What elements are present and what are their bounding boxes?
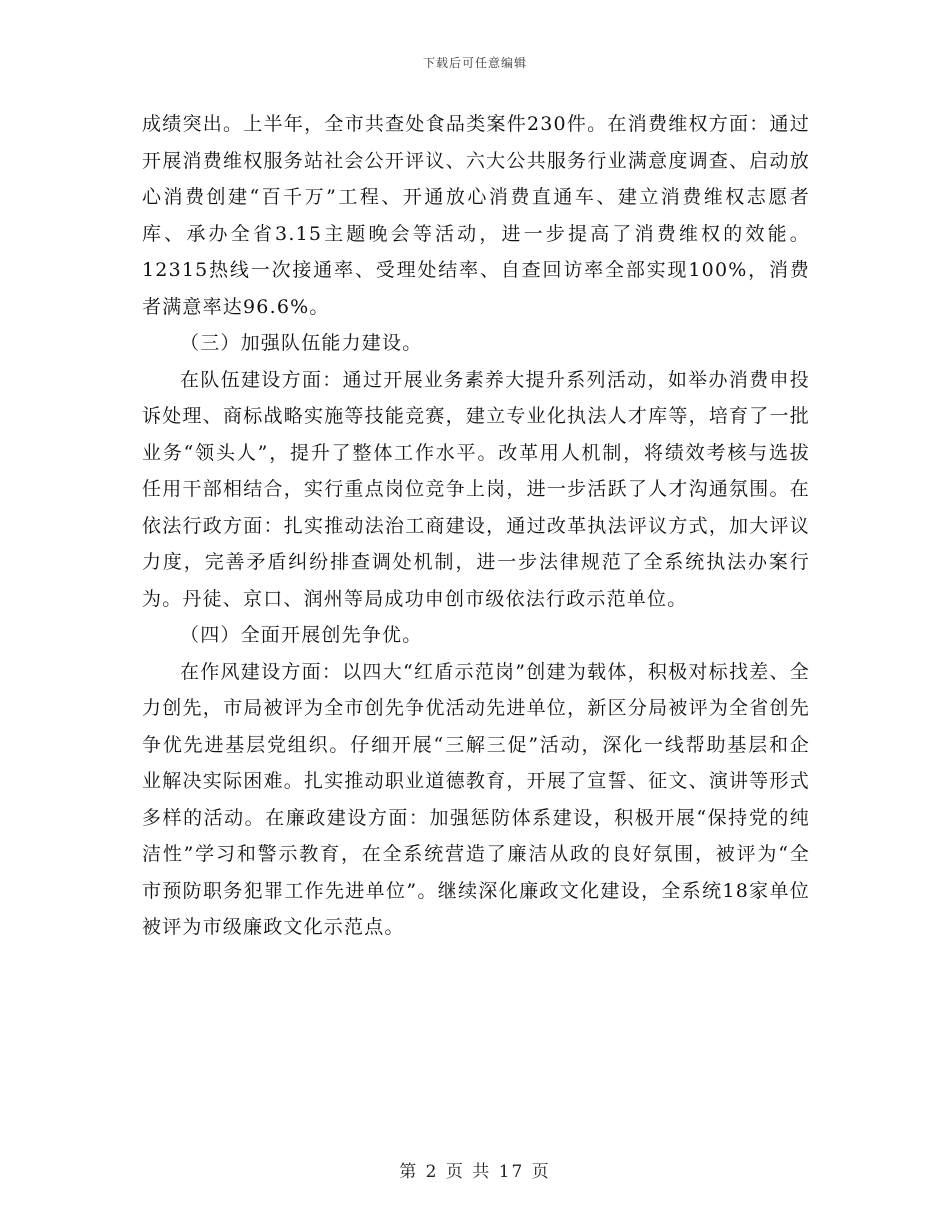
paragraph-team-building: 在队伍建设方面：通过开展业务素养大提升系列活动，如举办消费申投诉处理、商标战略实施等技能竞赛，建立专业化执法人才库等，培育了一批业务“领头人”，提升了整体工作水平。改革用人机制，将绩效考核与选拔任用干部相结合，实行重点岗位竞争上岗，进一步活跃了人才沟通氛围。在依法行政方面：扎实推动法治工商建设，通过改革执法评议方式，加大评议力度，完善矛盾纠纷排查调处机制，进一步法律规范了全系统执法办案行为。丹徒、京口、润州等局成功申创市级依法行政示范单位。 — [142, 368, 810, 610]
paragraph-continuation: 成绩突出。上半年，全市共查处食品类案件230件。在消费维权方面：通过开展消费维权服务站社会公开评议、六大公共服务行业满意度调查、启动放心消费创建“百千万”工程、开通放心消费直通车、建立消费维权志愿者库、承办全省3.15主题晚会等活动，进一步提高了消费维权的效能。12315热线一次接通率、受理处结率、自查回访率全部实现100%，消费者满意率达96.6%。 — [142, 113, 810, 318]
paragraph-excellence: 在作风建设方面：以四大“红盾示范岗”创建为载体，积极对标找差、全力创先，市局被评为全市创先争优活动先进单位，新区分局被评为全省创先争优先进基层党组织。仔细开展“三解三促”活动，深化一线帮助基层和企业解决实际困难。扎实推动职业道德教育，开展了宣誓、征文、演讲等形式多样的活动。在廉政建设方面：加强惩防体系建设，积极开展“保持党的纯洁性”学习和警示教育，在全系统营造了廉洁从政的良好氛围，被评为“全市预防职务犯罪工作先进单位”。继续深化廉政文化建设，全系统18家单位被评为市级廉政文化示范点。 — [142, 660, 810, 938]
section-heading-team-building: （三）加强队伍能力建设。 — [180, 332, 423, 354]
section-heading-excellence: （四）全面开展创先争优。 — [180, 624, 423, 646]
document-body — [142, 106, 810, 946]
header-note: 下载后可任意编辑 — [422, 56, 527, 70]
page-number-footer: 第 2 页 共 17 页 — [399, 1162, 551, 1182]
